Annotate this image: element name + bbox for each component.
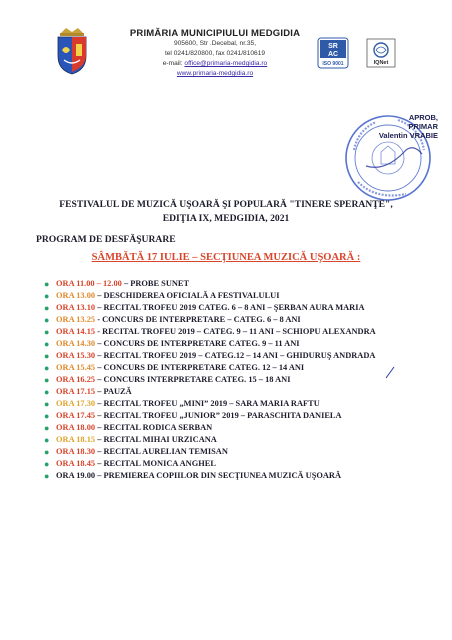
program-event: – RECITAL MONICA ANGHEL	[95, 459, 216, 468]
approval-line-2: PRIMAR	[408, 122, 438, 131]
program-event: - CONCURS DE INTERPRETARE – CATEG. 6 – 8 ANI	[95, 315, 301, 324]
bullet-icon: ●	[44, 471, 50, 481]
program-event: - RECITAL TROFEU 2019 – CATEG. 9 – 11 ANI – SCHIOPU ALEXANDRA	[95, 327, 376, 336]
program-event: – RECITAL AURELIAN TEMISAN	[95, 447, 228, 456]
program-time: ORA 14.30	[56, 339, 96, 348]
bullet-icon: ●	[44, 291, 50, 301]
coat-of-arms-icon	[52, 26, 92, 76]
phone-fax: tel 0241/820800, fax 0241/810619	[164, 50, 266, 57]
program-event: – RECITAL TROFEU „JUNIOR” 2019 – PARASCHITA DANIELA	[95, 411, 342, 420]
iqnet-logo-icon	[366, 38, 396, 68]
program-item	[44, 302, 418, 314]
program-item	[44, 458, 418, 470]
day-heading: SÂMBĂTĂ 17 IULIE – SECŢIUNEA MUZICĂ UŞOARĂ :	[91, 252, 361, 263]
document-title	[20, 198, 432, 226]
program-time: ORA 13.10	[56, 303, 96, 312]
bullet-icon: ●	[44, 399, 50, 409]
program-time: ORA 19.00	[56, 471, 96, 480]
program-item	[44, 362, 418, 374]
title-line-2: EDIŢIA IX, MEDGIDIA, 2021	[162, 213, 290, 224]
program-item	[44, 350, 418, 362]
program-time: ORA 18.45	[56, 459, 96, 468]
handwritten-mark-icon	[384, 365, 398, 381]
program-event: – RECITAL RODICA SERBAN	[95, 423, 213, 432]
program-item	[44, 278, 418, 290]
program-time: ORA 17.45	[56, 411, 96, 420]
bullet-icon: ●	[44, 339, 50, 349]
bullet-icon: ●	[44, 459, 50, 469]
approval-line-3: Valentin VRABIE	[378, 131, 438, 140]
program-item	[44, 398, 418, 410]
program-time: ORA 18.30	[56, 447, 96, 456]
approval-block	[346, 113, 438, 140]
bullet-icon: ●	[44, 363, 50, 373]
org-name: PRIMĂRIA MUNICIPIULUI MEDGIDIA	[129, 28, 301, 39]
bullet-icon: ●	[44, 447, 50, 457]
srac-logo-icon	[316, 36, 350, 70]
bullet-icon: ●	[44, 411, 50, 421]
program-item	[44, 410, 418, 422]
program-event: – CONCURS DE INTERPRETARE CATEG. 12 – 14 ANI	[95, 363, 305, 372]
program-time: ORA 18.00	[56, 423, 96, 432]
program-item	[44, 326, 418, 338]
program-time: ORA 14.15	[56, 327, 96, 336]
program-item	[44, 338, 418, 350]
program-item	[44, 290, 418, 302]
program-event: – RECITAL TROFEU 2019 CATEG. 6 – 8 ANI – ŞERBAN AURA MARIA	[95, 303, 365, 312]
program-event: – PROBE SUNET	[121, 279, 190, 288]
iqnet-text: IQNet	[373, 60, 389, 66]
program-subtitle: PROGRAM DE DESFĂŞURARE	[36, 234, 176, 245]
iso-text: ISO 9001	[322, 61, 344, 67]
srac-text: SR	[328, 43, 338, 50]
program-item	[44, 314, 418, 326]
program-event: – RECITAL TROFEU 2019 – CATEG.12 – 14 ANI – GHIDURUŞ ANDRADA	[95, 351, 376, 360]
program-item	[44, 446, 418, 458]
bullet-icon: ●	[44, 351, 50, 361]
bullet-icon: ●	[44, 435, 50, 445]
program-time: ORA 18.15	[56, 435, 96, 444]
srac-sub-text: AC	[327, 51, 339, 58]
program-item	[44, 434, 418, 446]
program-time: ORA 15.45	[56, 363, 96, 372]
program-list	[44, 278, 418, 482]
bullet-icon: ●	[44, 327, 50, 337]
program-time: ORA 13.25	[56, 315, 96, 324]
program-event: – DESCHIDEREA OFICIALĂ A FESTIVALULUI	[95, 291, 280, 300]
address: 905600, Str .Decebal, nr.35,	[173, 40, 257, 47]
program-event: – RECITAL TROFEU „MINI” 2019 – SARA MARIA RAFTU	[95, 399, 320, 408]
program-event: – CONCURS DE INTERPRETARE CATEG. 9 – 11 ANI	[95, 339, 300, 348]
website-link[interactable]: www.primaria-medgidia.ro	[176, 70, 254, 77]
program-event: – CONCURS INTERPRETARE CATEG. 15 – 18 ANI	[95, 375, 291, 384]
bullet-icon: ●	[44, 279, 50, 289]
title-line-1: FESTIVALUL DE MUZICĂ UŞOARĂ ŞI POPULARĂ "TINERE SPERANŢE",	[59, 199, 393, 210]
email-link[interactable]: office@primaria-medgidia.ro	[184, 60, 268, 67]
email-line	[100, 59, 330, 69]
bullet-icon: ●	[44, 387, 50, 397]
letterhead	[100, 28, 330, 79]
approval-line-1: APROB,	[408, 113, 438, 122]
program-time: ORA 11.00 – 12.00	[56, 279, 122, 288]
program-item	[44, 422, 418, 434]
program-item	[44, 470, 418, 482]
program-time: ORA 17.15	[56, 387, 96, 396]
program-event: – RECITAL MIHAI URZICANA	[95, 435, 217, 444]
program-item	[44, 374, 418, 386]
bullet-icon: ●	[44, 423, 50, 433]
program-time: ORA 17.30	[56, 399, 96, 408]
program-time: ORA 16.25	[56, 375, 96, 384]
bullet-icon: ●	[44, 375, 50, 385]
bullet-icon: ●	[44, 315, 50, 325]
bullet-icon: ●	[44, 303, 50, 313]
program-item	[44, 386, 418, 398]
email-label: e-mail:	[162, 60, 183, 67]
program-event: – PAUZĂ	[95, 387, 132, 396]
program-time: ORA 15.30	[56, 351, 96, 360]
program-event: – PREMIEREA COPIILOR DIN SECŢIUNEA MUZICĂ UŞOARĂ	[95, 471, 342, 480]
program-time: ORA 13.00	[56, 291, 96, 300]
